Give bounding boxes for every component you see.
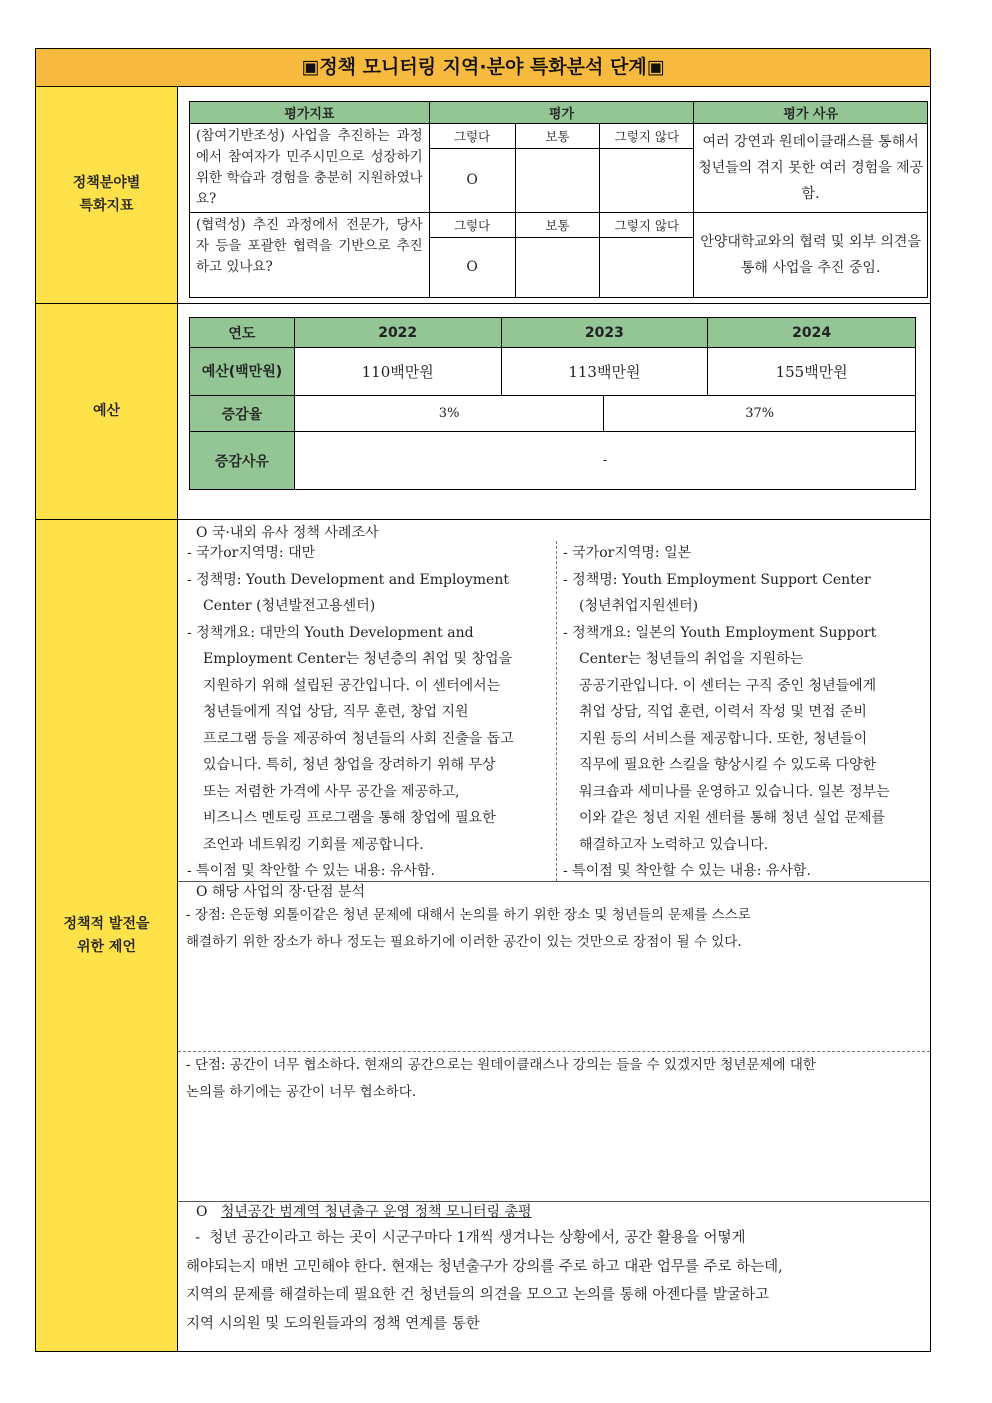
rate-2023: 3% (294, 396, 604, 432)
case-summary-line: 이와 같은 청년 지원 센터를 통해 청년 실업 문제를 (579, 810, 886, 826)
indicator-table (189, 101, 928, 298)
check-no (600, 148, 694, 212)
amount-2023: 113백만원 (501, 348, 708, 396)
case-summary-line: 또는 저렴한 가격에 사무 공간을 제공하고, (203, 783, 460, 800)
year-2024: 2024 (708, 318, 916, 348)
indicator-reason: 여러 강연과 원데이클래스를 통해서 청년들의 겪지 못한 여러 경험을 제공함. (694, 124, 928, 213)
case-summary: - 정책개요: 일본의 Youth Employment Support (563, 624, 877, 641)
case-left (187, 540, 553, 885)
case-summary: - 정책개요: 대만의 Youth Development and (187, 624, 474, 641)
case-summary-line: 지원하기 위해 설립된 공간입니다. 이 센터에서는 (203, 677, 501, 694)
column-divider (556, 541, 557, 881)
header-reason: 평가 사유 (694, 102, 928, 124)
indicator-reason: 안양대학교와의 협력 및 외부 의견을 통해 사업을 추진 중임. (694, 213, 928, 298)
check-no (600, 237, 694, 297)
reason-label: 증감사유 (190, 432, 295, 490)
cases-heading: O 국·내외 유사 정책 사례조사 (196, 525, 379, 541)
case-summary-line: 비즈니스 멘토링 프로그램을 통해 창업에 필요한 (203, 810, 496, 826)
option-yes: 그렇다 (429, 124, 515, 149)
check-normal (515, 237, 600, 297)
proposal-section-label: 정책적 발전을 위한 제언 (36, 520, 178, 1351)
case-summary-line: 지원 등의 서비스를 제공합니다. 또한, 청년들이 (579, 730, 868, 747)
year-2023: 2023 (501, 318, 708, 348)
case-summary-line: 공공기관입니다. 이 센터는 구직 중인 청년들에게 (579, 677, 877, 694)
case-summary-line: 취업 상담, 직업 훈련, 이력서 작성 및 면접 준비 (579, 704, 867, 720)
indicator-question: (협력성) 추진 과정에서 전문가, 당사자 등을 포괄한 협력을 기반으로 추진하고 있나요? (190, 213, 430, 298)
review-marker: O (196, 1204, 208, 1220)
case-summary-line: 워크숍과 세미나를 운영하고 있습니다. 일본 정부는 (579, 783, 890, 800)
option-no: 그렇지 않다 (600, 213, 694, 238)
case-summary-line: 프로그램 등을 제공하여 청년들의 사회 진출을 돕고 (203, 730, 514, 747)
case-summary-line: 해결하고자 노력하고 있습니다. (579, 836, 769, 853)
year-2022: 2022 (294, 318, 501, 348)
amount-2022: 110백만원 (294, 348, 501, 396)
case-right (563, 540, 927, 885)
year-label: 연도 (190, 318, 295, 348)
review-line: - 청년 공간이라고 하는 곳이 시군구마다 1개씩 생겨나는 상황에서, 공간 활용을 어떻게 (186, 1230, 746, 1246)
analysis-heading: O 해당 사업의 장·단점 분석 (196, 884, 365, 900)
indicator-section-label: 정책분야별 특화지표 (36, 87, 178, 303)
header-indicator: 평가지표 (190, 102, 430, 124)
case-policy-name: - 정책명: Youth Employment Support Center (563, 571, 871, 588)
case-country: - 국가or지역명: 대만 (187, 545, 316, 561)
case-summary-line: 조언과 네트워킹 기회를 제공합니다. (203, 836, 424, 853)
budget-table (189, 317, 916, 490)
page-title: ▣정책 모니터링 지역·분야 특화분석 단계▣ (36, 49, 930, 87)
amount-2024: 155백만원 (708, 348, 916, 396)
case-summary-line: Employment Center는 청년층의 취업 및 창업을 (203, 651, 513, 667)
option-normal: 보통 (515, 124, 600, 149)
case-summary-line: 청년들에게 직업 상담, 직무 훈련, 창업 지원 (203, 704, 469, 720)
option-yes: 그렇다 (429, 213, 515, 238)
review-heading: 청년공간 범계역 청년출구 운영 정책 모니터링 총평 (220, 1204, 532, 1220)
budget-section-label: 예산 (36, 304, 178, 519)
review-line: 지역 시의원 및 도의원들과의 정책 연계를 통한 (186, 1315, 480, 1332)
check-yes: O (429, 237, 515, 297)
case-policy-name: - 정책명: Youth Development and Employment (187, 571, 509, 588)
option-no: 그렇지 않다 (600, 124, 694, 149)
check-normal (515, 148, 600, 212)
pros-text (186, 902, 926, 955)
review-heading-row (196, 1200, 896, 1224)
case-summary-line: Center는 청년들의 취업을 지원하는 (579, 651, 804, 667)
review-line: 지역의 문제를 해결하는데 필요한 건 청년들의 의견을 모으고 논의를 통해 아젠다를 발굴하고 (186, 1287, 769, 1303)
amount-label: 예산(백만원) (190, 348, 295, 396)
pros-line: 해결하기 위한 장소가 하나 정도는 필요하기에 이러한 공간이 있는 것만으로 장점이 될 수 있다. (186, 933, 742, 950)
case-summary-line: 있습니다. 특히, 청년 창업을 장려하기 위해 무상 (203, 757, 496, 773)
case-policy-name-cont: (청년취업지원센터) (579, 598, 699, 614)
indicator-question: (참여기반조성) 사업을 추진하는 과정에서 참여자가 민주시민으로 성장하기 위한 학습과 경험을 충분히 지원하였나요? (190, 124, 430, 213)
pros-line: - 장점: 은둔형 외톨이같은 청년 문제에 대해서 논의를 하기 위한 장소 및 청년들의 문제를 스스로 (186, 907, 751, 923)
case-policy-name-cont: Center (청년발전고용센터) (203, 598, 376, 614)
case-country: - 국가or지역명: 일본 (563, 545, 692, 561)
case-summary-line: 직무에 필요한 스킬을 향상시킬 수 있도록 다양한 (579, 757, 877, 773)
rate-label: 증감율 (190, 396, 295, 432)
review-text (186, 1224, 926, 1338)
review-line: 해야되는지 매번 고민해야 한다. 현재는 청년출구가 강의를 주로 하고 대관 업무를 주로 하는데, (186, 1258, 783, 1275)
case-notable: - 특이점 및 착안할 수 있는 내용: 유사함. (563, 863, 811, 879)
case-notable: - 특이점 및 착안할 수 있는 내용: 유사함. (187, 863, 435, 879)
rate-2024: 37% (604, 396, 916, 432)
check-yes: O (429, 148, 515, 212)
monitoring-form (35, 48, 931, 1352)
cons-line: - 단점: 공간이 너무 협소하다. 현재의 공간으로는 원데이클래스나 강의는 들을 수 있겠지만 청년문제에 대한 (186, 1057, 816, 1073)
cons-text (186, 1052, 926, 1105)
cons-line: 논의를 하기에는 공간이 너무 협소하다. (186, 1083, 417, 1100)
header-evaluation: 평가 (429, 102, 694, 124)
option-normal: 보통 (515, 213, 600, 238)
budget-reason: - (294, 432, 915, 490)
